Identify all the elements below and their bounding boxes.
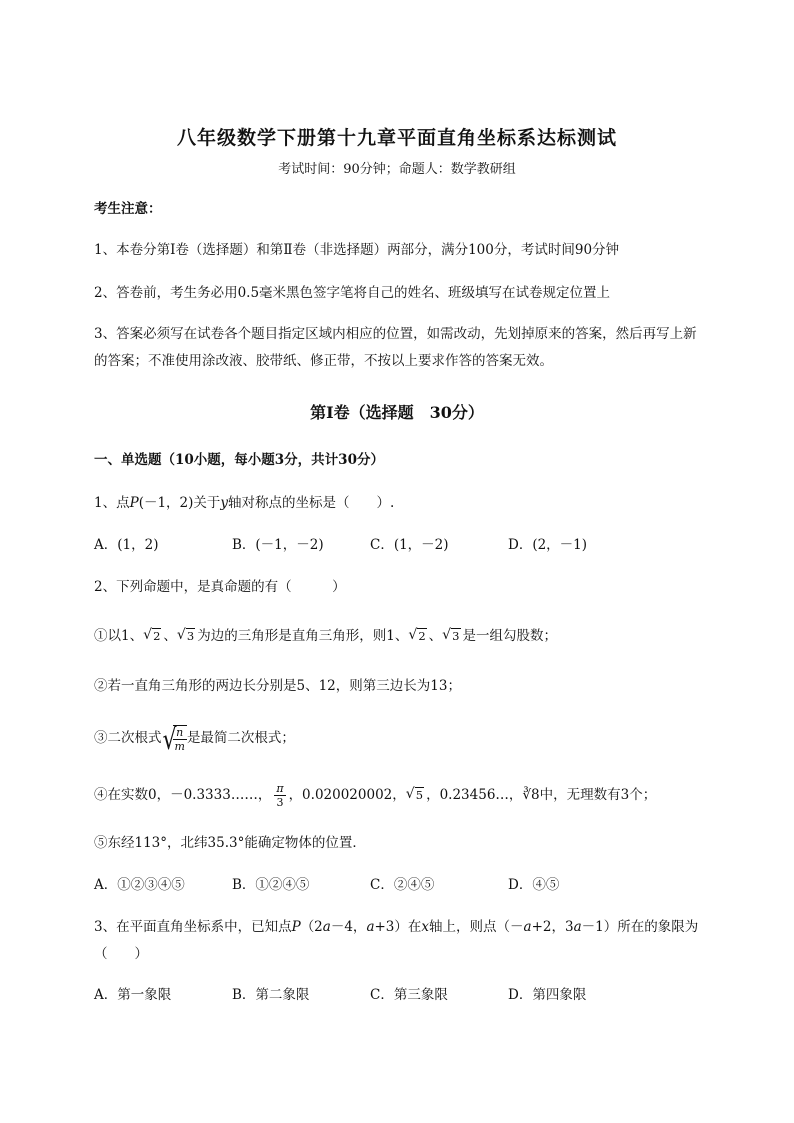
- q3-text-d: +3）在: [374, 919, 422, 935]
- q3-text-g: －1）所在的象限为: [581, 919, 699, 935]
- q3-text-b: （2: [300, 919, 323, 935]
- sqrt-3: [179, 627, 195, 645]
- q3-var: a: [322, 919, 331, 935]
- q1-option-b[interactable]: B．(－1，－2): [232, 537, 324, 553]
- q3-text-f: +2，3: [531, 919, 574, 935]
- q3-var: a: [523, 919, 532, 935]
- question-1: [94, 494, 394, 512]
- sqrt-3-radicand: 3: [452, 629, 460, 643]
- cube-root-8: ∛8: [522, 787, 540, 803]
- q3-text-c: －4，: [330, 919, 367, 935]
- q2-statement-3: [94, 718, 295, 758]
- sqrt-5-radicand: 5: [415, 788, 424, 802]
- q1-option-a[interactable]: A．(1，2): [94, 537, 159, 553]
- sqrt-5: [408, 775, 424, 815]
- sqrt-3-radicand: 3: [186, 629, 195, 643]
- q2-s1-text-b: 、: [163, 628, 177, 644]
- q1-axis: y: [220, 495, 229, 511]
- question-2-stem: 2、下列命题中，是真命题的有（ ）: [94, 579, 346, 595]
- fraction-denominator: m: [174, 740, 185, 753]
- notice-item-3-cont: 的答案；不准使用涂改液、胶带纸、修正带，不按以上要求作答的答案无效。: [94, 353, 553, 369]
- q2-statement-5: ⑤东经113°，北纬35.3°能确定物体的位置．: [94, 835, 366, 851]
- q2-s1-text-e: 是一组勾股数；: [462, 628, 557, 644]
- q2-s4-text-c: ，0.23456…，: [426, 787, 523, 803]
- q2-option-c[interactable]: C．②④⑤: [370, 877, 435, 893]
- notice-item-2: 2、答卷前，考生务必用0.5毫米黑色签字笔将自己的姓名、班级填写在试卷规定位置上: [94, 285, 611, 301]
- exam-info: 考试时间：90分钟；命题人：数学教研组: [278, 162, 516, 177]
- q2-option-a[interactable]: A．①②③④⑤: [94, 877, 185, 893]
- pi-over-3: [274, 782, 285, 809]
- q3-blank: （ ）: [94, 946, 148, 962]
- sqrt-fraction: [163, 719, 187, 759]
- fraction-numerator: √ n: [173, 726, 187, 740]
- q2-s1-text-a: ①以1、: [94, 628, 144, 644]
- notice-heading: 考生注意：: [94, 201, 162, 217]
- q2-s1-text-c: 为边的三角形是直角三角形，则1、: [197, 628, 409, 644]
- q3-text-a: 3、在平面直角坐标系中，已知点: [94, 919, 292, 935]
- q2-s4-text-a: ④在实数0，－0.3333……，: [94, 787, 272, 803]
- q2-s1-text-d: 、: [428, 628, 443, 644]
- question-3: [94, 918, 698, 936]
- q2-statement-4: [94, 775, 656, 815]
- q2-s4-text-d: 中，无理数有3个；: [539, 787, 657, 803]
- q3-var: a: [366, 919, 375, 935]
- q1-option-c[interactable]: C．(1，－2): [370, 537, 449, 553]
- q3-text-e: 轴上，则点（－: [429, 919, 524, 935]
- q2-statement-1: [94, 627, 557, 645]
- sqrt-2-radicand: 2: [153, 629, 161, 643]
- q2-option-d[interactable]: D．④⑤: [508, 877, 560, 893]
- q2-option-b[interactable]: B．①②④⑤: [232, 877, 310, 893]
- q1-pre: 1、点: [94, 495, 130, 511]
- notice-item-3: 3、答案必须写在试卷各个题目指定区域内相应的位置，如需改动，先划掉原来的答案，然后再写上新: [94, 326, 697, 342]
- q3-var: a: [573, 919, 582, 935]
- q3-point: P: [291, 919, 301, 935]
- q1-option-d[interactable]: D．(2，－1): [508, 537, 588, 553]
- sqrt-2: [145, 627, 161, 645]
- section-title: 第I卷（选择题 30分）: [310, 403, 484, 422]
- q3-option-c[interactable]: C．第三象限: [370, 987, 448, 1003]
- q3-option-d[interactable]: D．第四象限: [508, 987, 587, 1003]
- q1-post: 轴对称点的坐标是（ ）.: [228, 495, 395, 511]
- pi-numerator: π: [276, 782, 284, 795]
- q3-axis: x: [421, 919, 430, 935]
- q2-s4-text-b: ，0.020020002，: [288, 787, 406, 803]
- page-title: 八年级数学下册第十九章平面直角坐标系达标测试: [176, 127, 617, 149]
- sqrt-2-radicand: 2: [418, 629, 426, 643]
- q1-coords: (－1，2)关于: [138, 495, 221, 511]
- q2-s3-text-a: ③二次根式: [94, 730, 162, 746]
- pi-denominator: 3: [276, 796, 284, 809]
- q2-statement-2: ②若一直角三角形的两边长分别是5、12，则第三边长为13；: [94, 678, 461, 694]
- part-heading: 一、单选题（10小题，每小题3分，共计30分）: [94, 452, 384, 468]
- q1-point: P: [129, 495, 139, 511]
- sqrt-3: [444, 627, 460, 645]
- notice-item-1: 1、本卷分第I卷（选择题）和第Ⅱ卷（非选择题）两部分，满分100分，考试时间90分钟: [94, 242, 620, 258]
- sqrt-2: [410, 627, 426, 645]
- q2-s3-text-b: 是最简二次根式；: [186, 730, 295, 746]
- q3-option-a[interactable]: A．第一象限: [94, 987, 172, 1003]
- q3-option-b[interactable]: B．第二象限: [232, 987, 310, 1003]
